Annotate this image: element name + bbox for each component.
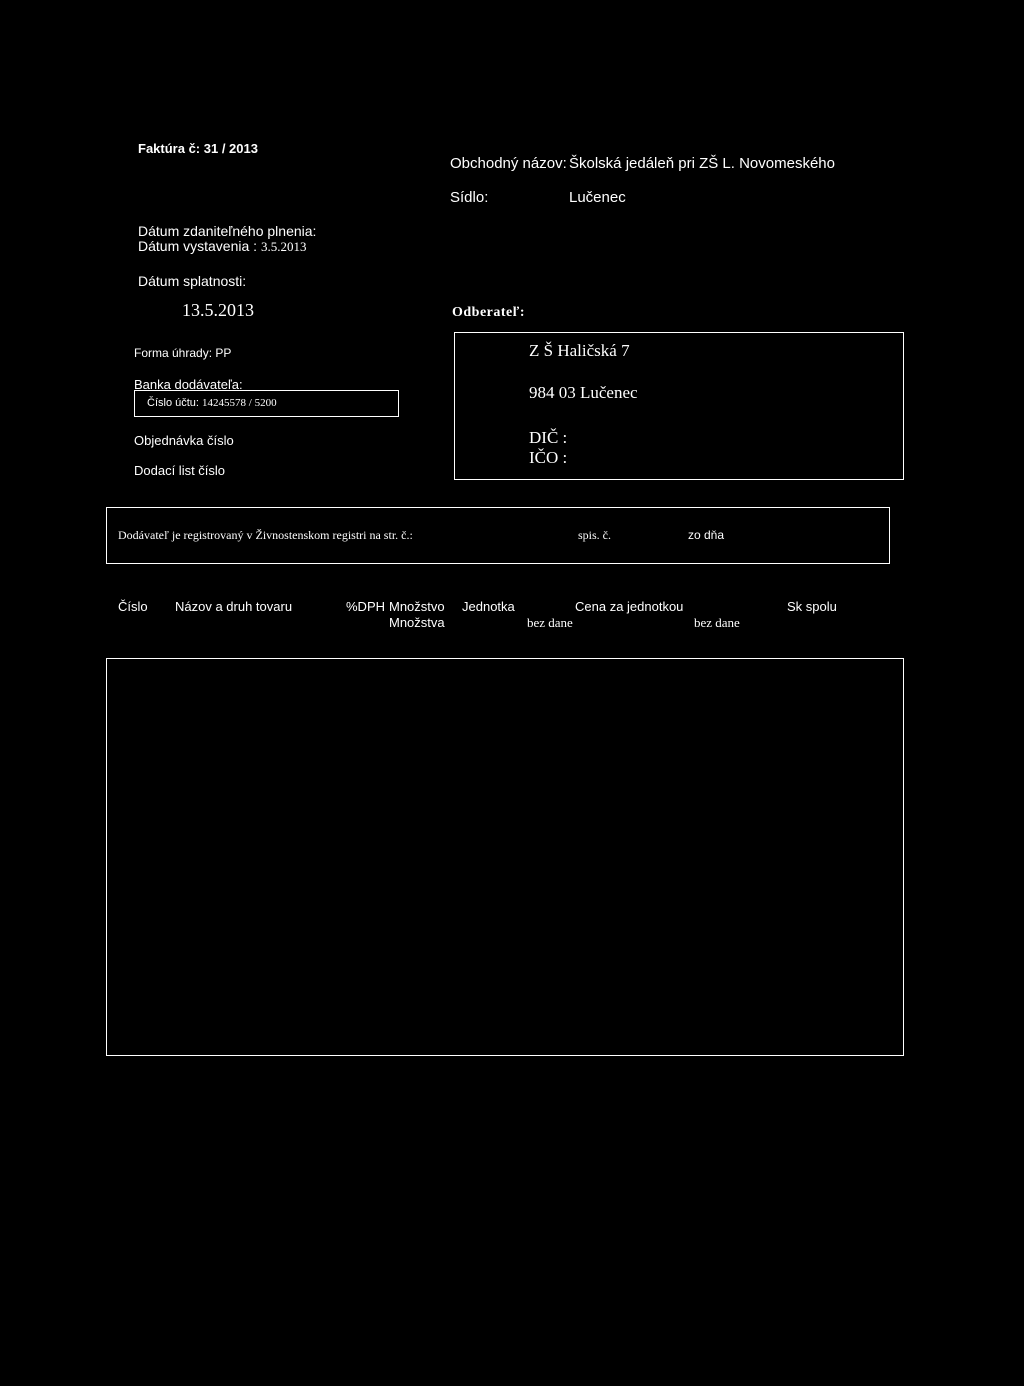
items-table xyxy=(106,658,904,1056)
col-unit-sub: bez dane xyxy=(527,615,573,630)
col-vat: %DPH xyxy=(346,599,386,614)
col-name: Názov a druh tovaru xyxy=(175,599,293,614)
trade-name-value: Školská jedáleň pri ZŠ L. Novomeského xyxy=(569,155,835,172)
order-label: Objednávka číslo xyxy=(134,433,234,448)
due-date-label: Dátum splatnosti: xyxy=(138,273,247,289)
issue-date-label: Dátum vystavenia : xyxy=(138,238,258,254)
trade-name-label: Obchodný názov: xyxy=(450,155,567,172)
col-unit-price-sub: bez dane xyxy=(694,615,740,630)
col-unit: Jednotka xyxy=(462,599,515,614)
customer-ico: IČO : xyxy=(529,448,568,467)
col-qty: Množstvo xyxy=(389,599,445,614)
registry-text: Dodávateľ je registrovaný v Živnostenskom registri na str. č.: xyxy=(118,528,413,542)
issue-date-value: 3.5.2013 xyxy=(260,239,307,254)
customer-name: Z Š Haličská 7 xyxy=(529,341,630,360)
account-label: Číslo účtu: xyxy=(147,397,199,409)
bank-account-row xyxy=(147,397,277,409)
taxable-date-label: Dátum zdaniteľného plnenia: xyxy=(138,223,317,239)
customer-city: 984 03 Lučenec xyxy=(529,383,638,402)
col-unit-price: Cena za jednotkou xyxy=(575,599,684,614)
customer-box xyxy=(454,332,904,480)
payment-form: Forma úhrady: PP xyxy=(134,346,232,360)
due-date-value: 13.5.2013 xyxy=(182,300,254,320)
seat-label: Sídlo: xyxy=(450,189,489,206)
registry-spis-label: spis. č. xyxy=(578,528,611,542)
customer-label: Odberateľ: xyxy=(452,305,525,320)
col-number: Číslo xyxy=(118,599,148,614)
account-value: 14245578 / 5200 xyxy=(202,397,277,409)
bank-label: Banka dodávateľa: xyxy=(134,377,243,392)
col-qty-sub: Množstva xyxy=(389,615,445,630)
seat-value: Lučenec xyxy=(569,189,626,206)
delivery-note-label: Dodací list číslo xyxy=(134,463,226,478)
invoice-title: Faktúra č: 31 / 2013 xyxy=(138,141,258,156)
customer-dic: DIČ : xyxy=(529,428,568,447)
registry-date-label: zo dňa xyxy=(688,528,725,542)
issue-date-row xyxy=(138,238,306,255)
col-total: Sk spolu xyxy=(787,599,837,614)
